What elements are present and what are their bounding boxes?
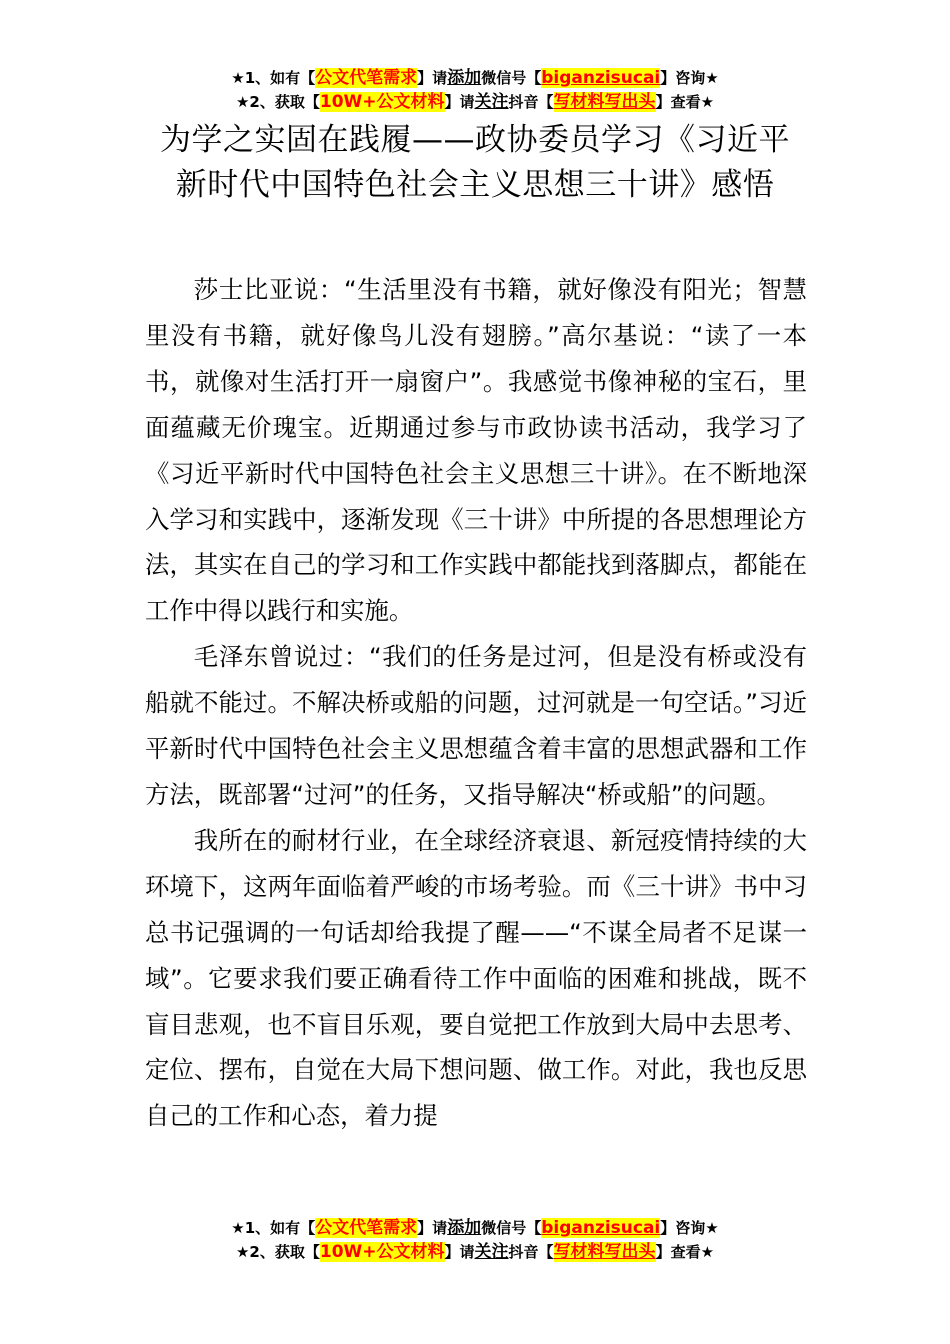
- banner-text: 】请: [417, 69, 448, 87]
- banner-highlight-materials: 10W+公文材料: [319, 1242, 445, 1262]
- paragraph: 毛泽东曾说过：“我们的任务是过河，但是没有桥或没有船就不能过。不解决桥或船的问题，过河就是一句空话。”习近平新时代中国特色社会主义思想蕴含着丰富的思想武器和工作方法，既部署“过河”的任务，又指导解决“桥或船”的问题。: [145, 642, 807, 809]
- banner-highlight-service: 公文代笔需求: [315, 1218, 418, 1238]
- banner-text: 】请: [444, 93, 475, 111]
- banner-text: 抖音【: [508, 93, 554, 111]
- banner-underlined-text: 关注: [474, 92, 509, 112]
- banner-text: 】咨询★: [660, 1219, 719, 1237]
- banner-underlined-text: 关注: [474, 1242, 509, 1262]
- banner-text: ★1、如有【: [231, 69, 316, 87]
- footer-banner: [0, 1216, 950, 1264]
- document-title: 为学之实固在践履——政协委员学习《习近平新时代中国特色社会主义思想三十讲》感悟: [160, 122, 790, 203]
- banner-text: 】咨询★: [660, 69, 719, 87]
- banner-douyin-id[interactable]: 写材料写出头: [553, 92, 656, 112]
- banner-text: ★1、如有【: [231, 1219, 316, 1237]
- banner-text: 抖音【: [508, 1243, 554, 1261]
- banner-wechat-id[interactable]: biganzisucai: [541, 68, 661, 88]
- banner-highlight-service: 公文代笔需求: [315, 68, 418, 88]
- banner-text: 】查看★: [655, 93, 715, 111]
- banner-text: 微信号【: [481, 1219, 542, 1237]
- banner-wechat-id[interactable]: biganzisucai: [541, 1218, 661, 1238]
- paragraph: 莎士比亚说：“生活里没有书籍，就好像没有阳光；智慧里没有书籍，就好像鸟儿没有翅膀。”高尔基说：“读了一本书，就像对生活打开一扇窗户”。我感觉书像神秘的宝石，里面蕴藏无价瑰宝。近期通过参与市政协读书活动，我学习了《习近平新时代中国特色社会主义思想三十讲》。在不断地深入学习和实践中，逐渐发现《三十讲》中所提的各思想理论方法，其实在自己的学习和工作实践中都能找到落脚点，都能在工作中得以践行和实施。: [145, 275, 807, 626]
- banner-line-1: [0, 66, 950, 90]
- banner-text: ★2、获取【: [235, 1243, 320, 1261]
- banner-underlined-text: 添加: [447, 1218, 482, 1238]
- banner-text: 】请: [417, 1219, 448, 1237]
- banner-text: 】请: [444, 1243, 475, 1261]
- banner-douyin-id[interactable]: 写材料写出头: [553, 1242, 656, 1262]
- banner-underlined-text: 添加: [447, 68, 482, 88]
- banner-line-1: [0, 1216, 950, 1240]
- banner-text: 】查看★: [655, 1243, 715, 1261]
- banner-text: 微信号【: [481, 69, 542, 87]
- banner-text: ★2、获取【: [235, 93, 320, 111]
- banner-line-2: [0, 90, 950, 114]
- paragraph: 我所在的耐材行业，在全球经济衰退、新冠疫情持续的大环境下，这两年面临着严峻的市场考验。而《三十讲》书中习总书记强调的一句话却给我提了醒——“不谋全局者不足谋一域”。它要求我们要正确看待工作中面临的困难和挑战，既不盲目悲观，也不盲目乐观，要自觉把工作放到大局中去思考、定位、摆布，自觉在大局下想问题、做工作。对此，我也反思自己的工作和心态，着力提: [145, 825, 807, 1131]
- banner-line-2: [0, 1240, 950, 1264]
- banner-highlight-materials: 10W+公文材料: [319, 92, 445, 112]
- document-body: [145, 267, 807, 1139]
- header-banner: [0, 66, 950, 114]
